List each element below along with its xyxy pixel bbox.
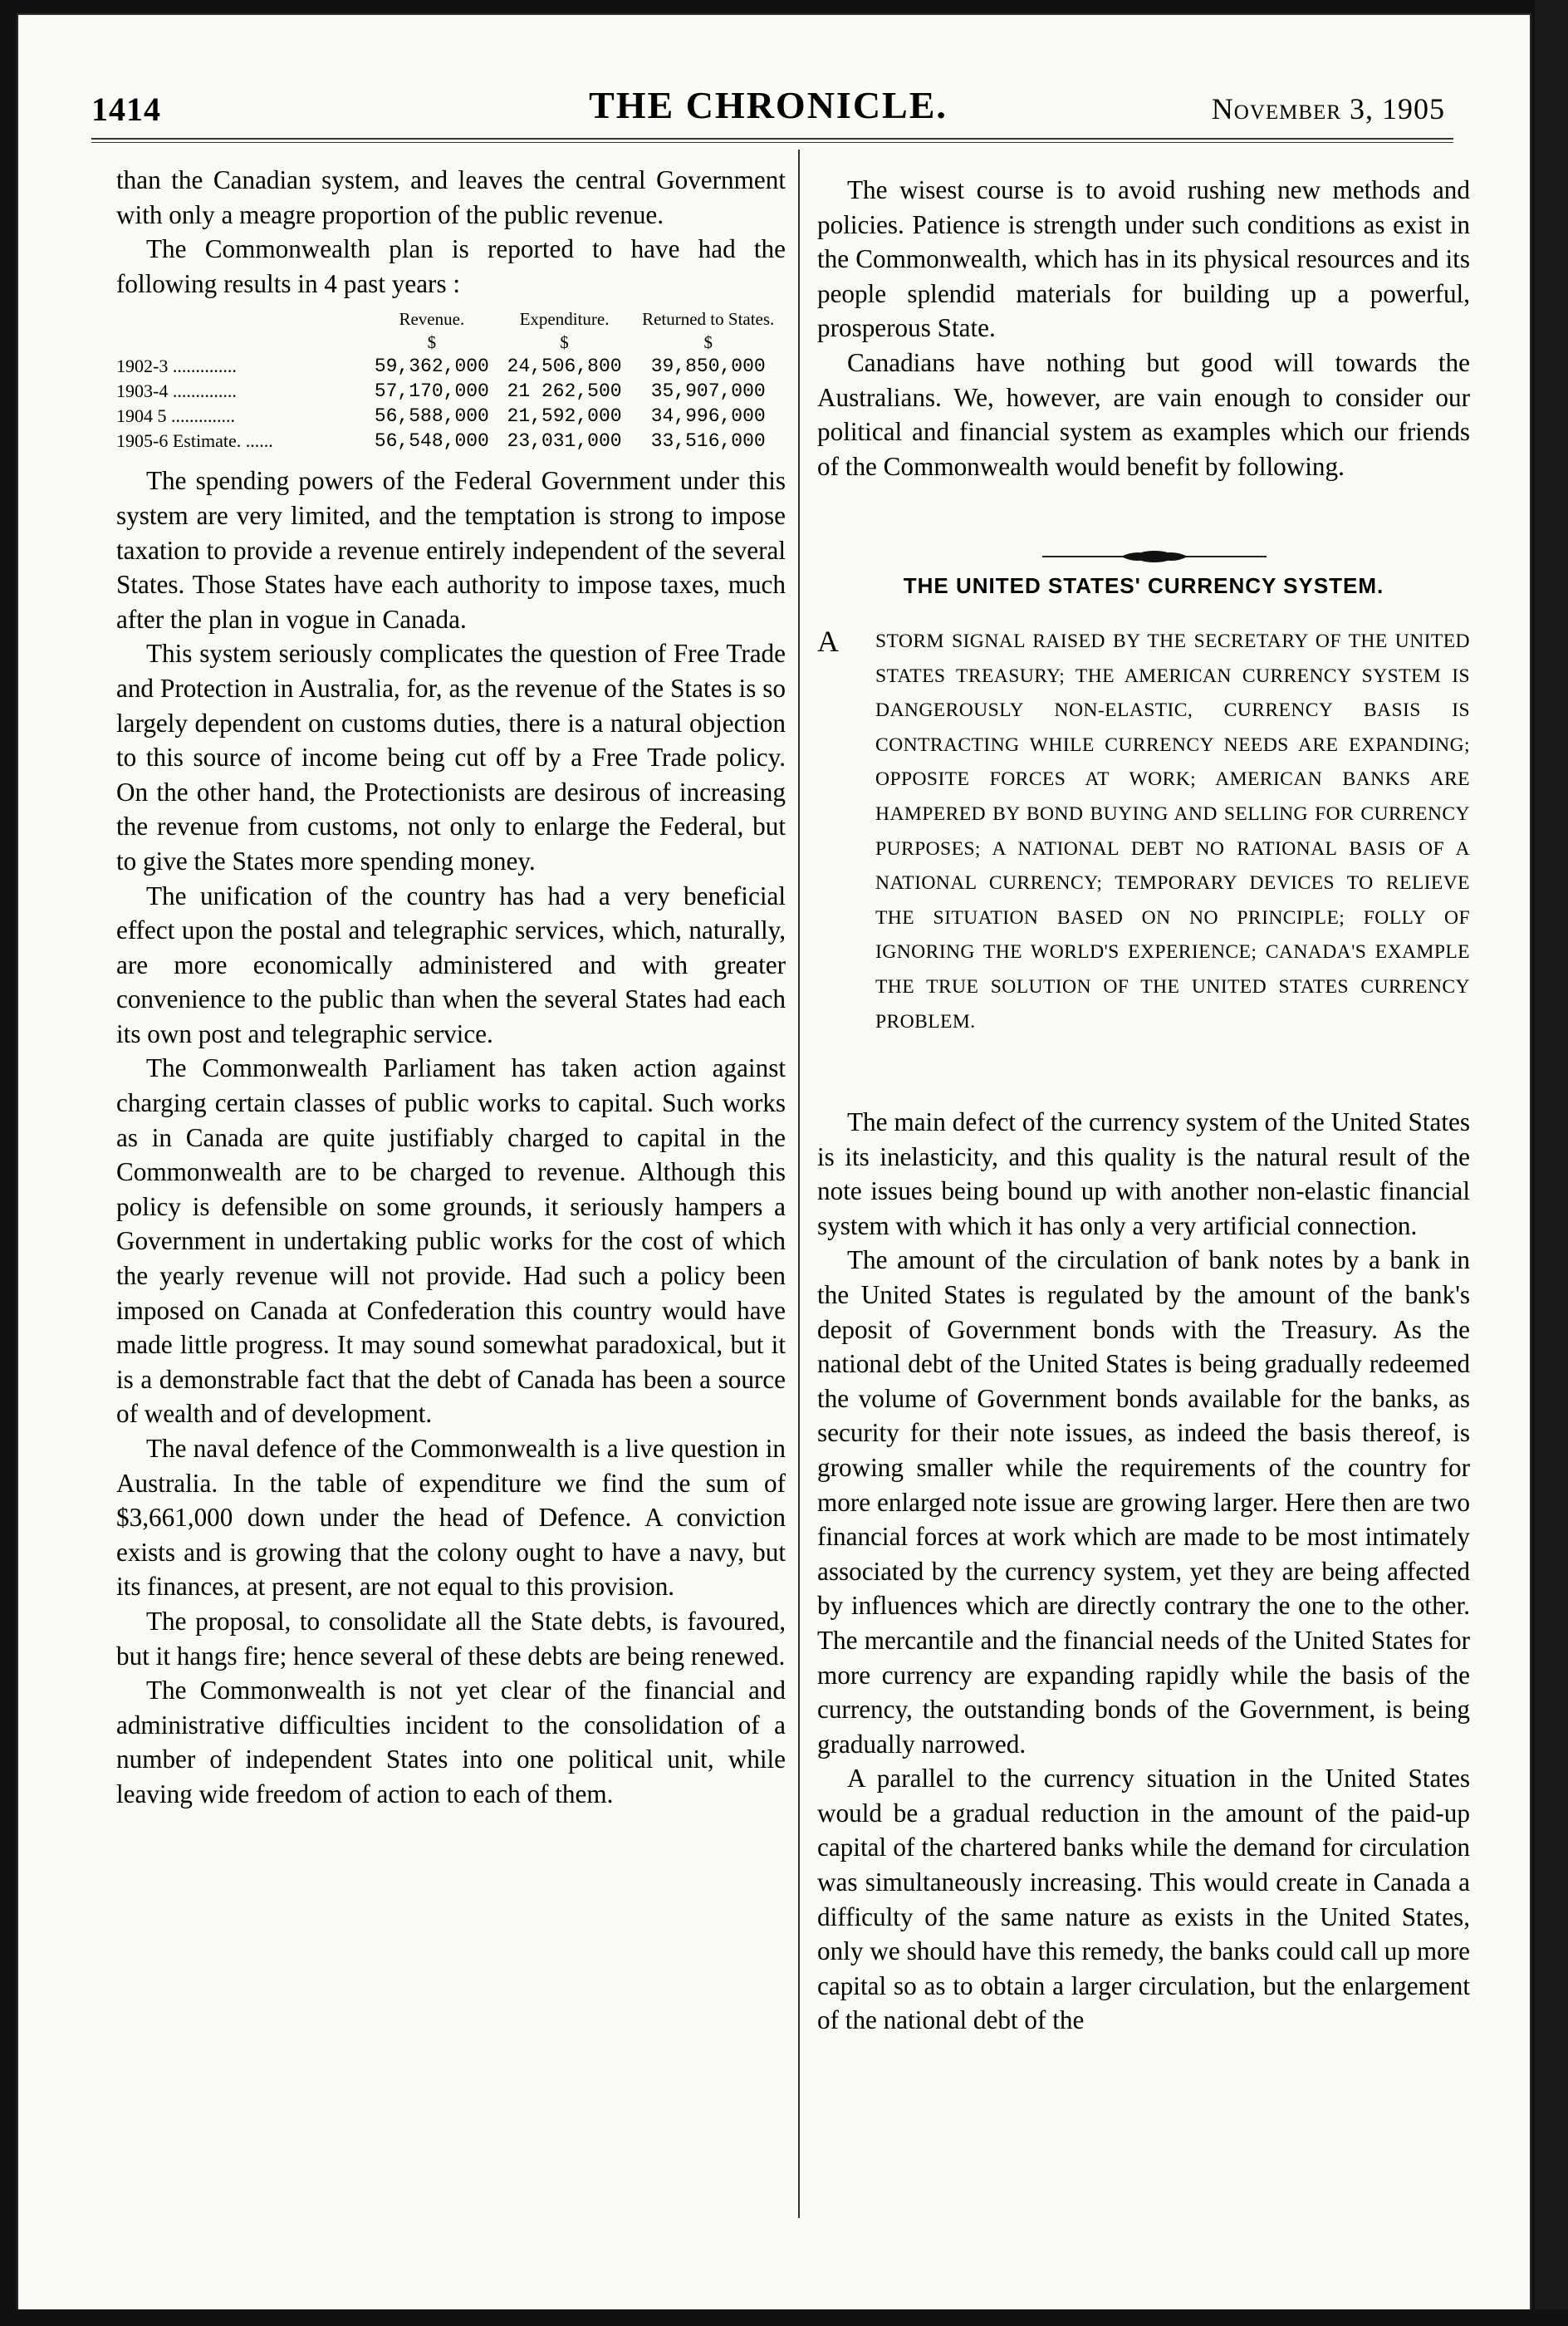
table-header: Expenditure. (519, 309, 610, 330)
paragraph: The naval defence of the Commonwealth is a live question in Australia. In the table of expenditure we find the sum of $3,661,000 down under the head of Defence. A conviction exists and is growing that the colony ought to have a navy, but its finances, at present, are not equal to this provision. (116, 1434, 786, 1602)
paragraph: The unification of the country has had a very beneficial effect upon the postal and telegraphic services, which, naturally, are more economically administered and with greater convenience to the public than when the several States had each its own post and telegraphic service. (116, 881, 786, 1048)
table-unit: $ (427, 332, 437, 353)
returned-cell: 39,850,000 (650, 356, 766, 378)
masthead-title: THE CHRONICLE. (589, 84, 948, 126)
revenue-cell: 56,588,000 (374, 405, 489, 428)
right-column-top (817, 173, 1470, 483)
table-unit (116, 331, 365, 354)
scan-edge (1535, 0, 1568, 2326)
returned-cell: 34,996,000 (650, 405, 766, 428)
paragraph: The spending powers of the Federal Government under this system are very limited, and the temptation is strong to impose taxation to provide a revenue entirely independent of the several States. Those States have each authority to impose taxes, much after the plan in vogue in Canada. (116, 466, 786, 634)
table-row (116, 354, 786, 379)
left-column (116, 163, 786, 1812)
right-column-body (817, 1105, 1470, 2038)
year-cell: 1903-4 .............. (116, 380, 237, 402)
table-row (116, 379, 786, 404)
paragraph: The proposal, to consolidate all the State debts, is favoured, but it hangs fire; hence several of these debts are being renewed. (116, 1606, 786, 1671)
returned-cell: 35,907,000 (650, 380, 766, 403)
section-summary (817, 625, 1470, 1039)
table-unit-row (116, 331, 786, 354)
paragraph: than the Canadian system, and leaves the central Government with only a meagre proportion of the public revenue. (116, 165, 786, 229)
paragraph: The Commonwealth is not yet clear of the financial and administrative difficulties incident to the consolidation of a number of independent States into one political unit, while leaving wide freedom of action to each of them. (116, 1676, 786, 1808)
table-unit: $ (703, 332, 713, 353)
scan-bottom-edge (0, 2309, 1568, 2326)
expenditure-cell: 21,592,000 (507, 405, 622, 428)
paragraph: The Commonwealth plan is reported to have had the following results in 4 past years : (116, 234, 786, 298)
expenditure-cell: 23,031,000 (507, 430, 622, 453)
page-header (91, 83, 1445, 133)
paragraph: A parallel to the currency situation in the United States would be a gradual reduction in the amount of the paid-up capital of the chartered banks while the demand for circulation was simultaneously increasing. This would create in Canada a difficulty of the same nature as exists in the United States, only we should have this remedy, the banks could call up more capital so as to obtain a larger circulation, but the enlargement of the national debt of the (817, 1764, 1470, 2035)
summary-text: STORM SIGNAL RAISED BY THE SECRETARY OF THE UNITED STATES TREASURY; THE AMERICAN CURRENCY SYSTEM IS DANGEROUSLY NON-ELASTIC, CURRENCY BASIS IS CONTRACTING WHILE CURRENCY NEEDS ARE EXPANDING; OPPOSITE FORCES AT WORK; AMERICAN BANKS ARE HAMPERED BY BOND BUYING AND SELLING FOR CURRENCY PURPOSES; A NATIONAL DEBT NO RATIONAL BASIS OF A NATIONAL CURRENCY; TEMPORARY DEVICES TO RELIEVE THE SITUATION BASED ON NO PRINCIPLE; FOLLY OF IGNORING THE WORLD'S EXPERIENCE; CANADA'S EXAMPLE THE TRUE SOLUTION OF THE UNITED STATES CURRENCY PROBLEM. (875, 631, 1470, 1033)
revenue-cell: 59,362,000 (374, 356, 489, 378)
ornament-divider-icon (1042, 547, 1267, 567)
expenditure-cell: 24,506,800 (507, 356, 622, 378)
year-cell: 1904 5 .............. (116, 405, 235, 427)
column-divider (798, 150, 800, 2218)
issue-date: November 3, 1905 (1211, 92, 1445, 125)
returned-cell: 33,516,000 (650, 430, 766, 453)
page-number: 1414 (91, 91, 161, 128)
revenue-cell: 57,170,000 (374, 380, 489, 403)
summary-initial: A (817, 625, 840, 658)
paragraph: The wisest course is to avoid rushing new methods and policies. Patience is strength under such conditions as exist in the Commonwealth, which has in its physical resources and its people splendid materials for building up a powerful, prosperous State. (817, 175, 1470, 343)
paragraph: This system seriously complicates the question of Free Trade and Protection in Australia, for, as the revenue of the States is so largely dependent on customs duties, there is a natural objection to this source of income being cut off by a Free Trade policy. On the other hand, the Protectionists are desirous of increasing the revenue from customs, not only to enlarge the Federal, but to give the States more spending money. (116, 639, 786, 876)
paragraph: The amount of the circulation of bank notes by a bank in the United States is regulated by the amount of the bank's deposit of Government bonds with the Treasury. As the national debt of the United States is being gradually redeemed the volume of Government bonds available for the banks, as security for their note issues, as indeed the basis thereof, is growing smaller while the requirements of the country for more enlarged note issue are growing larger. Here then are two financial forces at work which are made to be most intimately associated by the currency system, yet they are being affected by influences which are directly contrary the one to the other. The mercantile and the financial needs of the United States for more currency are expanding rapidly while the basis of the currency, the outstanding bonds of the Government, is being gradually narrowed. (817, 1245, 1470, 1759)
year-cell: 1902-3 .............. (116, 356, 237, 377)
header-rule (91, 138, 1453, 143)
table-header (116, 307, 365, 331)
paragraph: Canadians have nothing but good will towards the Australians. We, however, are vain enough to consider our political and financial system as examples which our friends of the Commonwealth would benefit by following. (817, 347, 1470, 481)
table-header: Returned to States. (642, 309, 775, 330)
table-header-row (116, 307, 786, 331)
table-unit: $ (560, 332, 569, 353)
table-row (116, 404, 786, 429)
revenue-table (116, 307, 786, 454)
section-title: THE UNITED STATES' CURRENCY SYSTEM. (903, 573, 1384, 598)
paragraph: The main defect of the currency system of the United States is its inelasticity, and this quality is the natural result of the note issues being bound up with another non-elastic financial system with which it has only a very artificial connection. (817, 1107, 1470, 1240)
year-cell: 1905-6 Estimate. ...... (116, 430, 273, 452)
revenue-cell: 56,548,000 (374, 430, 489, 453)
table-row (116, 429, 786, 454)
expenditure-cell: 21 262,500 (507, 380, 622, 403)
table-header: Revenue. (399, 309, 465, 330)
paragraph: The Commonwealth Parliament has taken action against charging certain classes of public works to capital. Such works as in Canada are quite justifiably charged to capital in the Commonwealth are to be charged to revenue. Although this policy is defensible on some grounds, it seriously hampers a Government in undertaking public works for the cost of which the yearly revenue will not provide. Had such a policy been imposed on Canada at Confederation this country would have made little progress. It may sound somewhat paradoxical, but it is a demonstrable fact that the debt of Canada has been a source of wealth and of development. (116, 1053, 786, 1429)
